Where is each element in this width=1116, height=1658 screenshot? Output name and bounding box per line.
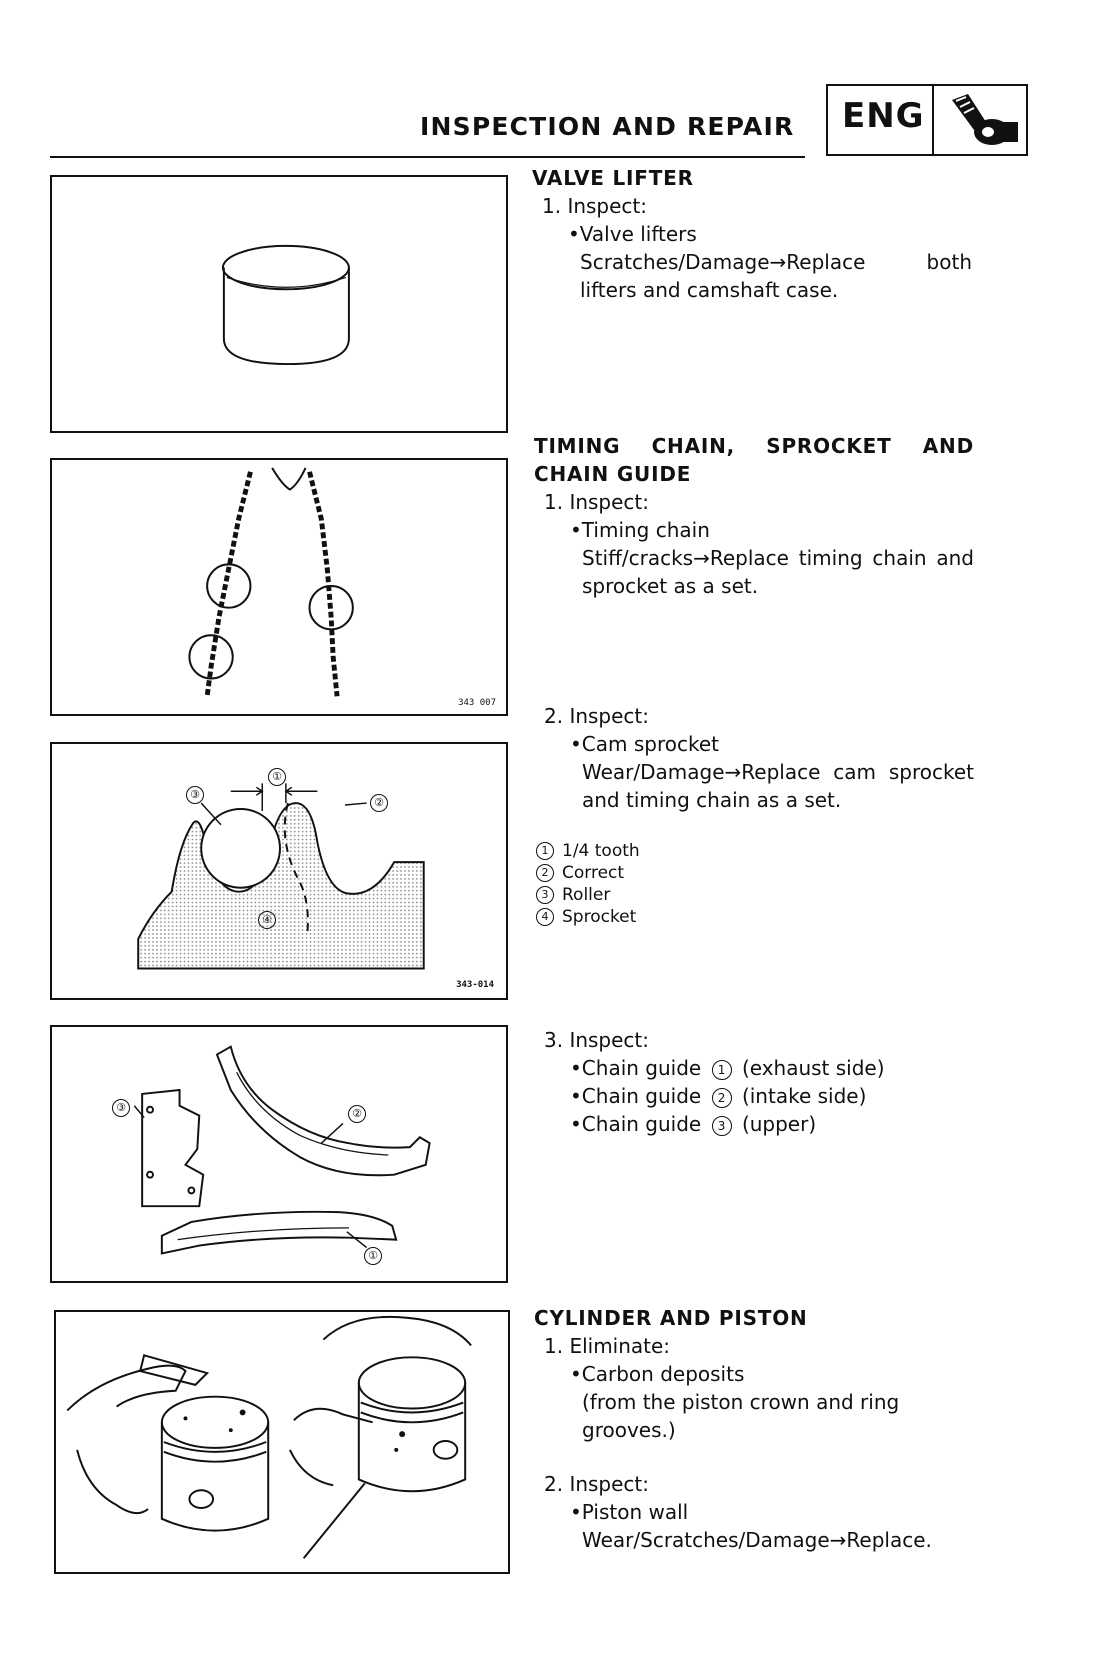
legend-number: 2 [536,864,554,882]
timing-chain-section [534,432,974,600]
legend-text: Sprocket [562,907,637,927]
chain-guide-side: (upper) [741,1112,817,1136]
cam-sprocket-figure [50,742,508,1000]
callout-1: ① [268,768,286,786]
chain-guide-side: (exhaust side) [741,1056,885,1080]
chain-guide-section [534,1026,974,1138]
valve-lifter-figure [50,175,508,433]
cylinder-piston-step-2: 2. Inspect: [544,1472,650,1496]
valve-lifter-step-1: 1. Inspect: [542,194,648,218]
callout-3: ③ [112,1099,130,1117]
callout-1: ① [364,1247,382,1265]
valve-lifter-item: •Valve lifters [568,222,697,246]
legend-number: 4 [536,908,554,926]
cylinder-piston-section [534,1304,984,1554]
legend-number: 1 [536,842,554,860]
legend-item [536,884,640,906]
page-title: INSPECTION AND REPAIR [420,112,795,141]
chain-guide-number: 2 [712,1088,732,1108]
timing-chain-item: •Timing chain [570,518,710,542]
chain-guide-step-3: 3. Inspect: [544,1028,650,1052]
chain-guide-label: •Chain guide [570,1112,702,1136]
callout-2: ② [348,1105,366,1123]
callout-3: ③ [186,786,204,804]
legend-text: 1/4 tooth [562,841,640,861]
chain-guide-item [534,1082,974,1110]
legend-item [536,840,640,862]
cam-sprocket-section [534,702,974,814]
valve-lifter-heading: VALVE LIFTER [532,166,694,190]
header-rule [50,156,805,158]
chain-guide-label: •Chain guide [570,1084,702,1108]
cylinder-piston-item-2: •Piston wall [570,1500,689,1524]
legend-item [536,862,640,884]
timing-chain-figure [50,458,508,716]
figure-code: 343 007 [458,698,496,708]
timing-chain-detail: Stiff/cracks→Replace timing chain and sprocket as a set. [582,546,974,598]
chain-guide-number: 3 [712,1116,732,1136]
cylinder-piston-item-1: •Carbon deposits [570,1362,745,1386]
timing-chain-illustration [52,460,506,714]
callout-4: ④ [258,911,276,929]
cam-sprocket-detail: Wear/Damage→Replace cam sprocket and timing chain as a set. [582,760,974,812]
valve-lifter-section [532,164,972,304]
legend-item [536,906,640,928]
chain-guide-item [534,1054,974,1082]
callout-2: ② [370,794,388,812]
timing-chain-heading: TIMING CHAIN, SPROCKET AND CHAIN GUIDE [534,434,974,486]
section-tab-divider [932,86,934,154]
chain-guide-number: 1 [712,1060,732,1080]
legend-text: Correct [562,863,625,883]
cylinder-piston-detail-1: (from the piston crown and ring grooves.) [582,1390,900,1442]
legend-text: Roller [562,885,611,905]
chain-guide-side: (intake side) [741,1084,867,1108]
chain-guide-label: •Chain guide [570,1056,702,1080]
cam-sprocket-item: •Cam sprocket [570,732,720,756]
chain-guide-item [534,1110,974,1138]
sprocket-legend [536,840,640,928]
cam-sprocket-step-2: 2. Inspect: [544,704,650,728]
chain-guides-figure [50,1025,508,1283]
section-code: ENG [842,96,925,136]
timing-chain-step-1: 1. Inspect: [544,490,650,514]
cylinder-piston-detail-2: Wear/Scratches/Damage→Replace. [582,1528,932,1552]
valve-lifter-illustration [52,177,506,431]
chain-guides-illustration [52,1027,506,1281]
engine-tool-icon [942,92,1022,152]
cylinder-piston-heading: CYLINDER AND PISTON [534,1306,808,1330]
section-tab [826,84,1028,156]
legend-number: 3 [536,886,554,904]
piston-cleaning-illustration [56,1312,508,1572]
valve-lifter-detail: Scratches/Damage→Replace both lifters and camshaft case. [580,250,972,302]
spacer [534,1444,984,1470]
cylinder-piston-step-1: 1. Eliminate: [544,1334,671,1358]
piston-cleaning-figure [54,1310,510,1574]
figure-code: 343-014 [456,980,494,990]
